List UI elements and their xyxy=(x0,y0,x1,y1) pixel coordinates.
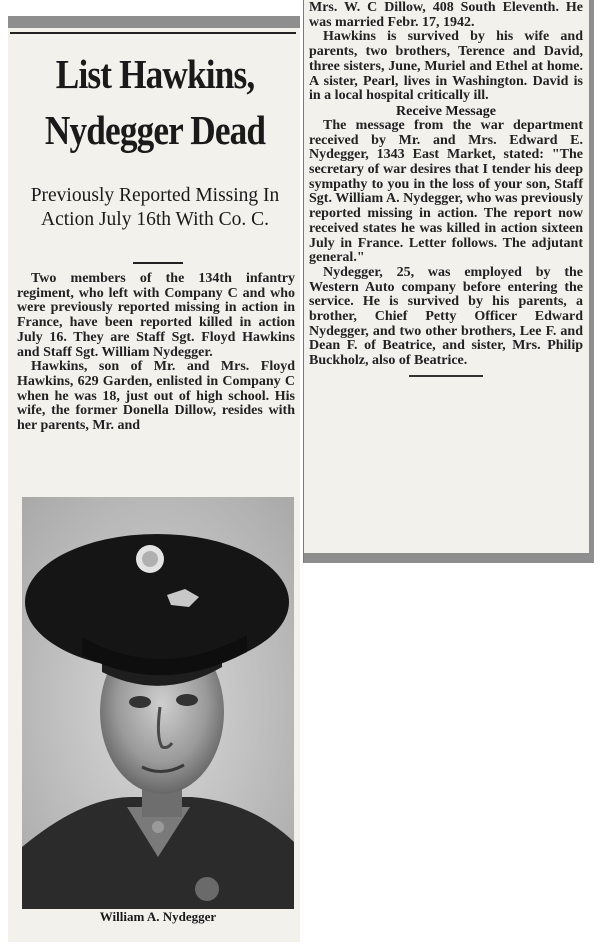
end-rule xyxy=(409,375,483,377)
top-rule xyxy=(10,32,296,34)
portrait-photo xyxy=(22,497,294,909)
left-column-text xyxy=(17,272,295,434)
bottom-frame-bar xyxy=(303,553,594,563)
paragraph-2: Hawkins, son of Mr. and Mrs. Floyd Hawkins, 629 Garden, enlisted in Company C when he was 18, just out of high school. His wife, the former Donella Dillow, resides with her parents, Mr. and xyxy=(17,359,295,434)
paragraph-2-continued: Mrs. W. C Dillow, 408 South Eleventh. He was married Febr. 17, 1942. xyxy=(309,0,583,30)
photo-caption: William A. Nydegger xyxy=(99,909,217,924)
top-frame-bar xyxy=(8,16,300,28)
paragraph-3: Hawkins is survived by his wife and parents, two brothers, Terence and David, three sisters, June, Muriel and Ethel at home. A sister, Pearl, lives in Washington. David is in a local hospital critically ill. xyxy=(309,29,583,104)
headline-line-1: List Hawkins, xyxy=(55,51,255,97)
paragraph-4: The message from the war department received by Mr. and Mrs. Edward E. Nydegger, 1343 East Market, stated: "The secretary of war desires that I tender his deep sympathy to you in the loss of your son, Staff Sgt. William A. Nydegger, who was previously reported missing in action. The report now received states he was killed in action sixteen July in France. Letter follows. The adjutant general." xyxy=(309,117,583,266)
subhead-rule xyxy=(133,262,183,264)
section-subheading: Receive Message xyxy=(396,103,496,119)
right-column-text xyxy=(309,1,583,377)
headline-line-2: Nydegger Dead xyxy=(44,107,266,153)
paragraph-1: Two members of the 134th infantry regiment, who left with Company C and who were previously reported missing in action in France, have been reported killed in action July 16. They are Staff Sgt. Floyd Hawkins and Staff Sgt. William Nydegger. xyxy=(17,271,295,360)
paragraph-5: Nydegger, 25, was employed by the Western Auto company before entering the service. He is survived by his parents, a brother, Chief Petty Officer Edward Nydegger, and two other brothers, Lee F. and Dean F. of Beatrice, and sister, Mrs. Philip Buckholz, also of Beatrice. xyxy=(309,264,583,369)
headline xyxy=(14,46,296,158)
subhead: Previously Reported Missing In Action July 16th With Co. C. xyxy=(30,185,280,230)
right-frame-bar xyxy=(589,0,594,563)
column-rule xyxy=(303,0,304,563)
